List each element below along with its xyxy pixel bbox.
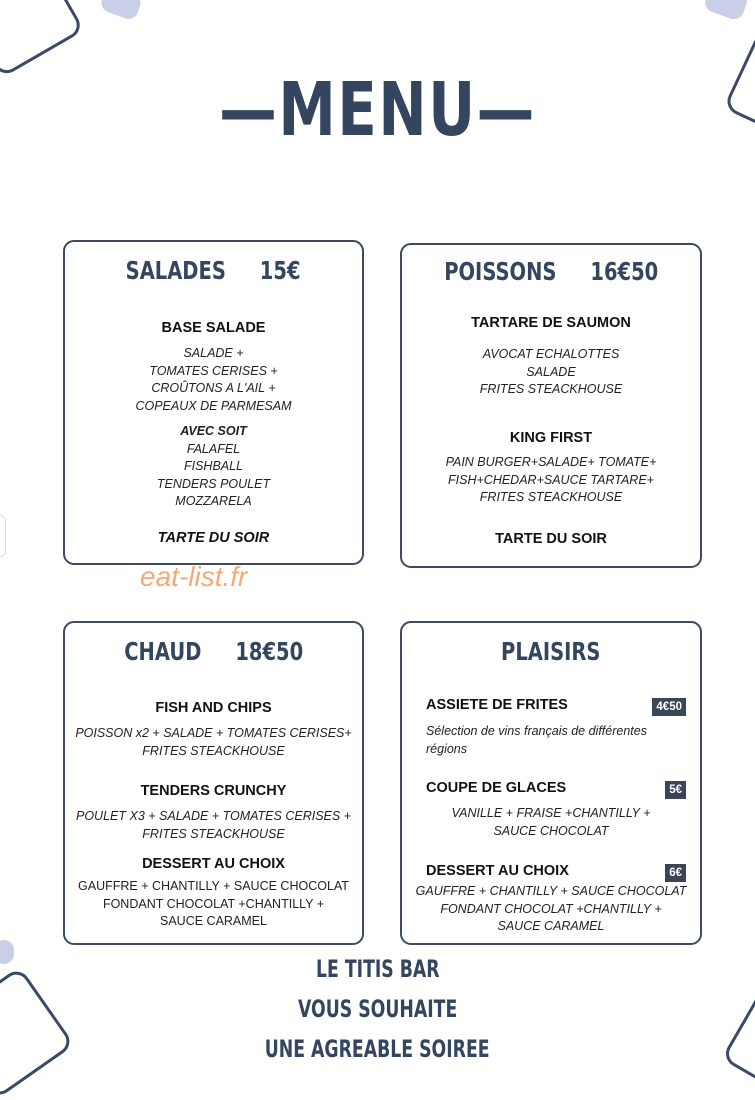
item-fish-chips-desc: POISSON x2 + SALADE + TOMATES CERISES+ FRITES STEACKHOUSE <box>75 726 352 758</box>
item-glaces-desc: VANILLE + FRAISE +CHANTILLY + SAUCE CHOCOLAT <box>451 806 651 838</box>
item-base-salade-desc: SALADE + TOMATES CERISES + CROÛTONS A L'AIL + COPEAUX DE PARMESAM <box>135 346 292 413</box>
card-chaud-header: CHAUD 18€50 <box>124 637 303 666</box>
corner-decoration-top-right <box>723 30 755 136</box>
footer-line-2: VOUS SOUHAITE <box>297 995 458 1023</box>
card-poissons-header: POISSONS 16€50 <box>443 257 659 286</box>
footer-line-3: UNE AGREABLE SOIREE <box>265 1035 490 1063</box>
footer-line-1: LE TITIS BAR <box>315 955 440 983</box>
card-salades <box>63 240 364 565</box>
card-plaisirs-header: PLAISIRS <box>501 637 601 666</box>
edge-mark-left <box>0 515 6 557</box>
watermark: eat-list.fr <box>140 561 248 592</box>
item-tenders-desc: POULET X3 + SALADE + TOMATES CERISES + FRITES STEACKHOUSE <box>76 809 351 841</box>
item-dessert-plaisir-price: 6€ <box>665 864 686 882</box>
item-tarte-du-soir: TARTE DU SOIR <box>157 530 270 546</box>
item-dessert-plaisir-desc: GAUFFRE + CHANTILLY + SAUCE CHOCOLAT FONDANT CHOCOLAT +CHANTILLY + SAUCE CARAMEL <box>415 884 687 933</box>
corner-decoration-top-left <box>0 0 85 78</box>
card-salades-header: SALADES 15€ <box>126 256 301 285</box>
item-glaces-price: 5€ <box>665 781 686 799</box>
corner-blob-top-right <box>702 0 749 22</box>
item-tartare-desc: AVOCAT ECHALOTTES SALADE FRITES STEACKHOUSE <box>479 347 623 396</box>
item-tartare-title: TARTARE DE SAUMON <box>471 315 631 331</box>
card-chaud <box>63 621 364 945</box>
item-king-first-desc: PAIN BURGER+SALADE+ TOMATE+ FISH+CHEDAR+SAUCE TARTARE+ FRITES STEACKHOUSE <box>445 455 657 504</box>
item-tarte-du-soir-poissons: TARTE DU SOIR <box>495 531 607 547</box>
card-poissons <box>400 243 702 568</box>
card-plaisirs <box>400 621 702 945</box>
page-title: —MENU— <box>219 67 536 153</box>
item-glaces-title: COUPE DE GLACES <box>426 780 567 796</box>
item-base-salade-title: BASE SALADE <box>161 320 266 336</box>
item-frites-price: 4€50 <box>652 698 686 716</box>
item-frites-desc: Sélection de vins français de différentes régions <box>426 724 647 756</box>
item-avec-soit: AVEC SOIT FALAFEL FISHBALL TENDERS POULET MOZZARELA <box>65 423 362 511</box>
item-king-first-title: KING FIRST <box>509 430 593 446</box>
corner-blob-top <box>99 0 144 22</box>
item-tenders-title: TENDERS CRUNCHY <box>140 783 287 799</box>
avec-soit-title: AVEC SOIT <box>180 424 247 438</box>
item-dessert-plaisir-title: DESSERT AU CHOIX <box>426 863 569 879</box>
item-fish-chips-title: FISH AND CHIPS <box>155 700 272 716</box>
item-frites-title: ASSIETE DE FRITES <box>426 697 568 713</box>
corner-decoration-bottom-left <box>0 966 75 1100</box>
item-dessert-desc: GAUFFRE + CHANTILLY + SAUCE CHOCOLAT FONDANT CHOCOLAT +CHANTILLY + SAUCE CARAMEL <box>78 879 349 928</box>
item-dessert-title: DESSERT AU CHOIX <box>142 856 285 872</box>
